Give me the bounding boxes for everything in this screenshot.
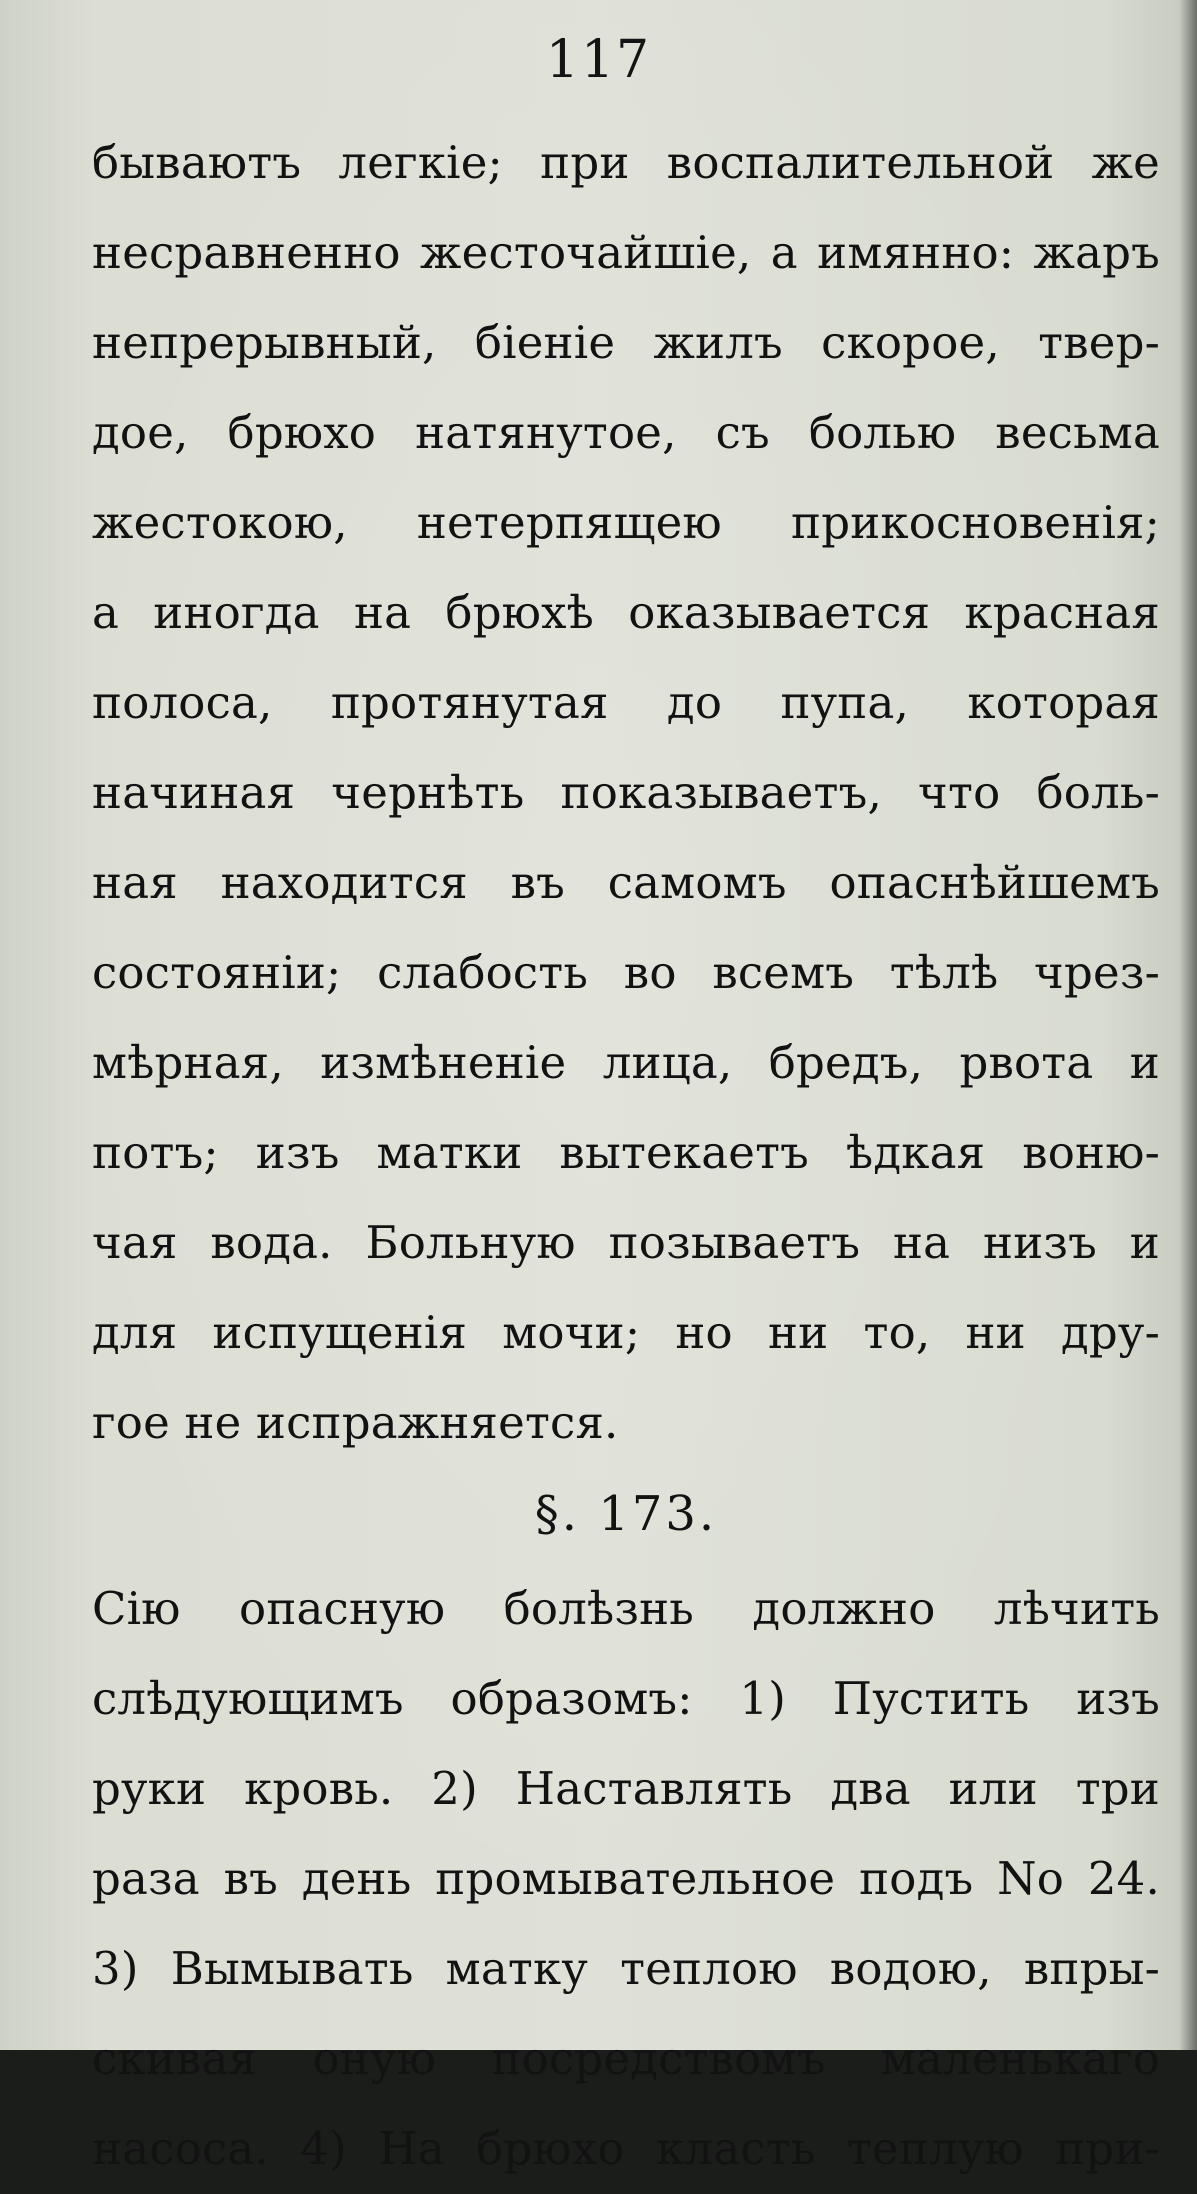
text-line: насоса. 4) На брюхо класть теплую при- xyxy=(92,2122,1160,2175)
text-line: дое, брюхо натянутое, съ болью весьма xyxy=(92,406,1160,459)
text-line: бываютъ легкіе; при воспалительной же xyxy=(92,136,1160,189)
paragraph-2 xyxy=(92,1564,1160,2194)
text-line: скивая оную посредствомъ маленькаго xyxy=(92,2032,1160,2085)
text-line: потъ; изъ матки вытекаетъ ѣдкая воню- xyxy=(92,1126,1160,1179)
text-line: непрерывный, біеніе жилъ скорое, твер- xyxy=(92,316,1160,369)
text-line: несравненно жесточайшіе, а имянно: жаръ xyxy=(92,226,1160,279)
text-line: для испущенія мочи; но ни то, ни дру- xyxy=(92,1306,1160,1359)
page-text xyxy=(92,118,1160,2194)
text-line: мѣрная, измѣненіе лица, бредъ, рвота и xyxy=(92,1036,1160,1089)
text-line: ная находится въ самомъ опаснѣйшемъ xyxy=(92,856,1160,909)
paragraph-1 xyxy=(92,118,1160,1468)
text-line: начиная чернѣть показываетъ, что боль- xyxy=(92,766,1160,819)
text-line: полоса, протянутая до пупа, которая xyxy=(92,676,1160,729)
text-line: руки кровь. 2) Наставлять два или три xyxy=(92,1762,1160,1815)
text-line: а иногда на брюхѣ оказывается красная xyxy=(92,586,1160,639)
text-line: слѣдующимъ образомъ: 1) Пустить изъ xyxy=(92,1672,1160,1725)
text-line: состояніи; слабость во всемъ тѣлѣ чрез- xyxy=(92,946,1160,999)
section-heading: §. 173. xyxy=(534,1486,718,1542)
text-line: 3) Вымывать матку теплою водою, впры- xyxy=(92,1942,1160,1995)
page-number: 117 xyxy=(545,30,652,90)
text-line: чая вода. Больную позываетъ на низъ и xyxy=(92,1216,1160,1269)
text-line: жестокою, нетерпящею прикосновенія; xyxy=(92,496,1160,549)
text-line: Сію опасную болѣзнь должно лѣчить xyxy=(92,1582,1160,1635)
text-line: гое не испражняется. xyxy=(92,1396,619,1449)
text-line: раза въ день промывательное подъ No 24. xyxy=(92,1852,1160,1905)
